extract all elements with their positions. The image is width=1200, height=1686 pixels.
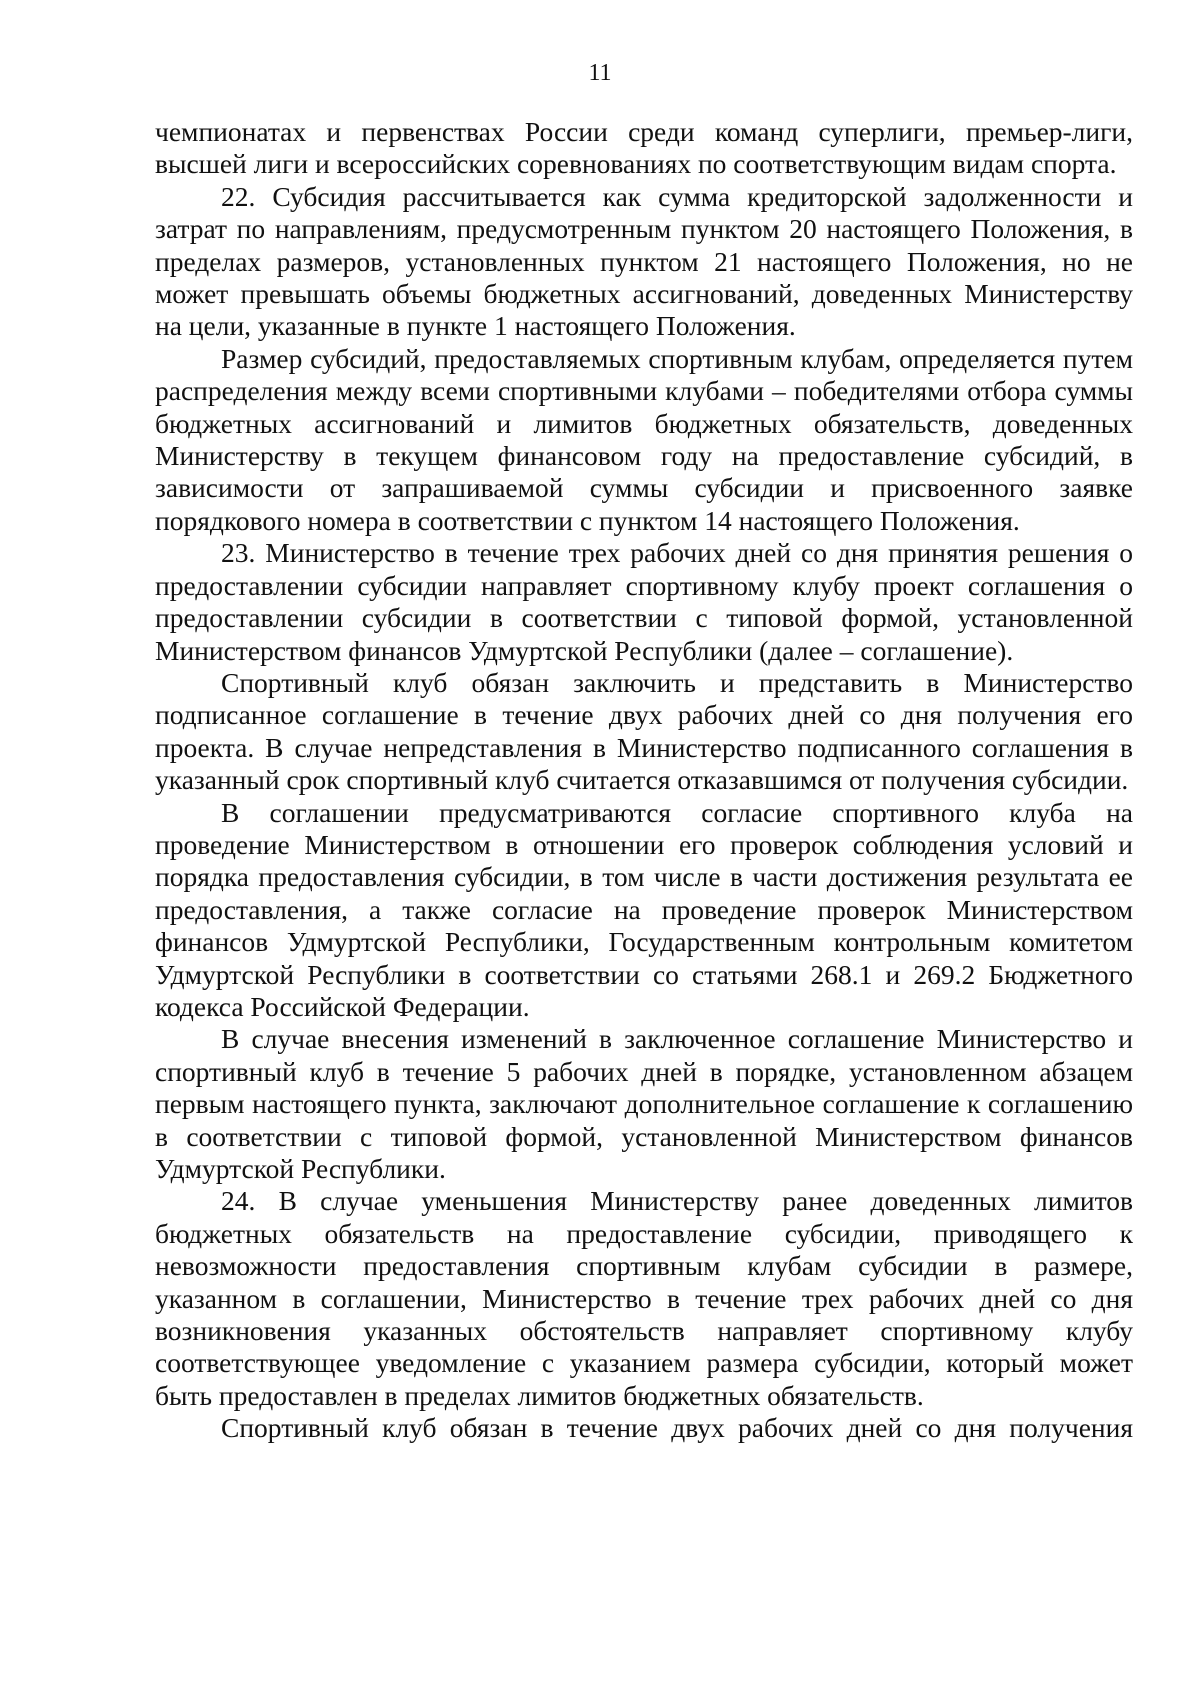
paragraph-club-obligation: Спортивный клуб обязан заключить и представить в Министерство подписанное соглашение в течение двух рабочих дней со дня получения его проекта. В случае непредставления в Министерство подписанного соглашения в указанный срок спортивный клуб считается отказавшимся от получения субсидии. xyxy=(155,666,1133,796)
paragraph-agreement-changes: В случае внесения изменений в заключенное соглашение Министерство и спортивный клуб в течение 5 рабочих дней в порядке, установленном абзацем первым настоящего пункта, заключают дополнительное соглашение к соглашению в соответствии с типовой формой, установленной Министерством финансов Удмуртской Республики. xyxy=(155,1023,1133,1184)
paragraph-continuation: чемпионатах и первенствах России среди команд суперлиги, премьер-лиги, высшей лиги и всероссийских соревнованиях по соответствующим видам спорта. xyxy=(155,116,1133,180)
paragraph-subsidy-size: Размер субсидий, предоставляемых спортивным клубам, определяется путем распределения между всеми спортивными клубами – победителями отбора суммы бюджетных ассигнований и лимитов бюджетных обязательств, доведенных Министерству в текущем финансовом году на предоставление субсидий, в зависимости от запрашиваемой суммы субсидии и присвоенного заявке порядкового номера в соответствии с пунктом 14 настоящего Положения. xyxy=(155,342,1133,536)
paragraph-item-23: 23. Министерство в течение трех рабочих дней со дня принятия решения о предоставлении субсидии направляет спортивному клубу проект соглашения о предоставлении субсидии в соответствии с типовой формой, установленной Министерством финансов Удмуртской Республики (далее – соглашение). xyxy=(155,537,1133,666)
document-body xyxy=(155,116,1133,1445)
page-number: 11 xyxy=(588,60,612,86)
paragraph-item-22: 22. Субсидия рассчитывается как сумма кредиторской задолженности и затрат по направлениям, предусмотренным пунктом 20 настоящего Положения, в пределах размеров, установленных пунктом 21 настоящего Положения, но не может превышать объемы бюджетных ассигнований, доведенных Министерству на цели, указанные в пункте 1 настоящего Положения. xyxy=(155,180,1133,342)
paragraph-club-obligation-continued: Спортивный клуб обязан в течение двух рабочих дней со дня получения xyxy=(221,1412,1133,1444)
paragraph-item-24: 24. В случае уменьшения Министерству ранее доведенных лимитов бюджетных обязательств на предоставление субсидии, приводящего к невозможности предоставления спортивным клубам субсидии в размере, указанном в соглашении, Министерство в течение трех рабочих дней со дня возникновения указанных обстоятельств направляет спортивному клубу соответствующее уведомление с указанием размера субсидии, который может быть предоставлен в пределах лимитов бюджетных обязательств. xyxy=(155,1185,1133,1411)
paragraph-agreement-consent: В соглашении предусматриваются согласие спортивного клуба на проведение Министерством в отношении его проверок соблюдения условий и порядка предоставления субсидии, в том числе в части достижения результата ее предоставления, а также согласие на проведение проверок Министерством финансов Удмуртской Республики, Государственным контрольным комитетом Удмуртской Республики в соответствии со статьями 268.1 и 269.2 Бюджетного кодекса Российской Федерации. xyxy=(155,796,1133,1022)
